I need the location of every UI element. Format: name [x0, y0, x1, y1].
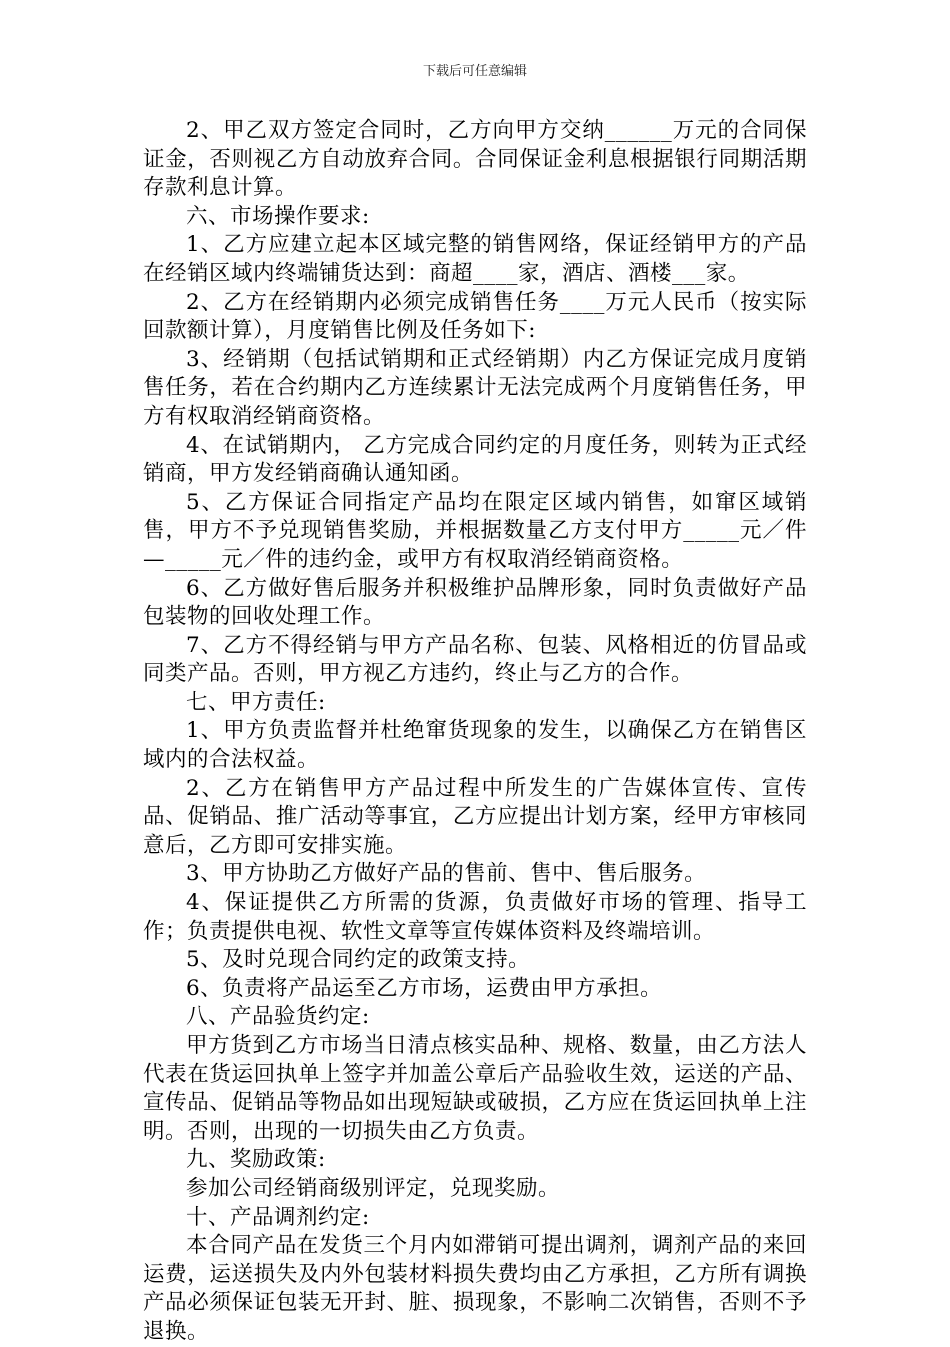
paragraph-trial-period: 4、在试销期内， 乙方完成合同约定的月度任务，则转为正式经销商，甲方发经销商确认通知函。: [143, 432, 807, 487]
section-heading-inspection: 八、产品验货约定:: [186, 1004, 370, 1030]
paragraph-advertising: 2、乙方在销售甲方产品过程中所发生的广告媒体宣传、宣传品、促销品、推广活动等事宜，乙方应提出计划方案，经甲方审核同意后，乙方即可安排实施。: [143, 775, 807, 858]
paragraph-policy-support: 5、及时兑现合同约定的政策支持。: [186, 947, 531, 973]
paragraph-sales-network: 1、乙方应建立起本区域完整的销售网络，保证经销甲方的产品在经销区域内终端铺货达到：商超____家，酒店、酒楼___家。: [143, 232, 807, 286]
paragraph-supply: 4、保证提供乙方所需的货源，负责做好市场的管理、指导工作；负责提供电视、软性文章等宣传媒体资料及终端培训。: [143, 890, 807, 944]
paragraph-counterfeit: 7、乙方不得经销与甲方产品名称、包装、风格相近的仿冒品或同类产品。否则，甲方视乙方违约，终止与乙方的合作。: [143, 632, 807, 687]
paragraph-inspection: 甲方货到乙方市场当日清点核实品种、规格、数量，由乙方法人代表在货运回执单上签字并加盖公章后产品验收生效，运送的产品、宣传品、促销品等物品如出现短缺或破损，乙方应在货运回执单上注明。否则，出现的一切损失由乙方负责。: [143, 1033, 807, 1144]
paragraph-service-support: 3、甲方协助乙方做好产品的售前、售中、售后服务。: [186, 861, 707, 887]
paragraph-shipping: 6、负责将产品运至乙方市场，运费由甲方承担。: [186, 975, 663, 1001]
paragraph-supervision: 1、甲方负责监督并杜绝窜货现象的发生，以确保乙方在销售区域内的合法权益。: [143, 718, 807, 773]
document-body: [143, 117, 807, 1347]
section-heading-party-a-duties: 七、甲方责任:: [186, 689, 326, 715]
paragraph-deposit: 2、甲乙双方签定合同时，乙方向甲方交纳______万元的合同保证金，否则视乙方自动放弃合同。合同保证金利息根据银行同期活期存款利息计算。: [143, 118, 807, 201]
section-heading-market-operation: 六、市场操作要求:: [186, 203, 370, 229]
paragraph-sales-target: 2、乙方在经销期内必须完成销售任务____万元人民币（按实际回款额计算），月度销售比例及任务如下:: [143, 289, 807, 344]
paragraph-region-restriction: 5、乙方保证合同指定产品均在限定区域内销售，如窜区域销售，甲方不予兑现销售奖励，并根据数量乙方支付甲方_____元／件—_____元／件的违约金，或甲方有权取消经销商资格。: [143, 489, 807, 572]
page-header: 下载后可任意编辑: [422, 64, 527, 79]
paragraph-rewards: 参加公司经销商级别评定，兑现奖励。: [186, 1175, 561, 1201]
section-heading-rewards: 九、奖励政策:: [186, 1147, 326, 1173]
paragraph-after-sales: 6、乙方做好售后服务并积极维护品牌形象，同时负责做好产品包装物的回收处理工作。: [143, 575, 807, 630]
paragraph-monthly-task: 3、经销期（包括试销期和正式经销期）内乙方保证完成月度销售任务，若在合约期内乙方连续累计无法完成两个月度销售任务，甲方有权取消经销商资格。: [143, 346, 807, 429]
section-heading-product-adjustment: 十、产品调剂约定:: [186, 1204, 370, 1230]
paragraph-product-adjustment: 本合同产品在发货三个月内如滞销可提出调剂，调剂产品的来回运费，运送损失及内外包装材料损失费均由乙方承担，乙方所有调换产品必须保证包装无开封、脏、损现象，不影响二次销售，否则不予退换。: [143, 1233, 807, 1344]
